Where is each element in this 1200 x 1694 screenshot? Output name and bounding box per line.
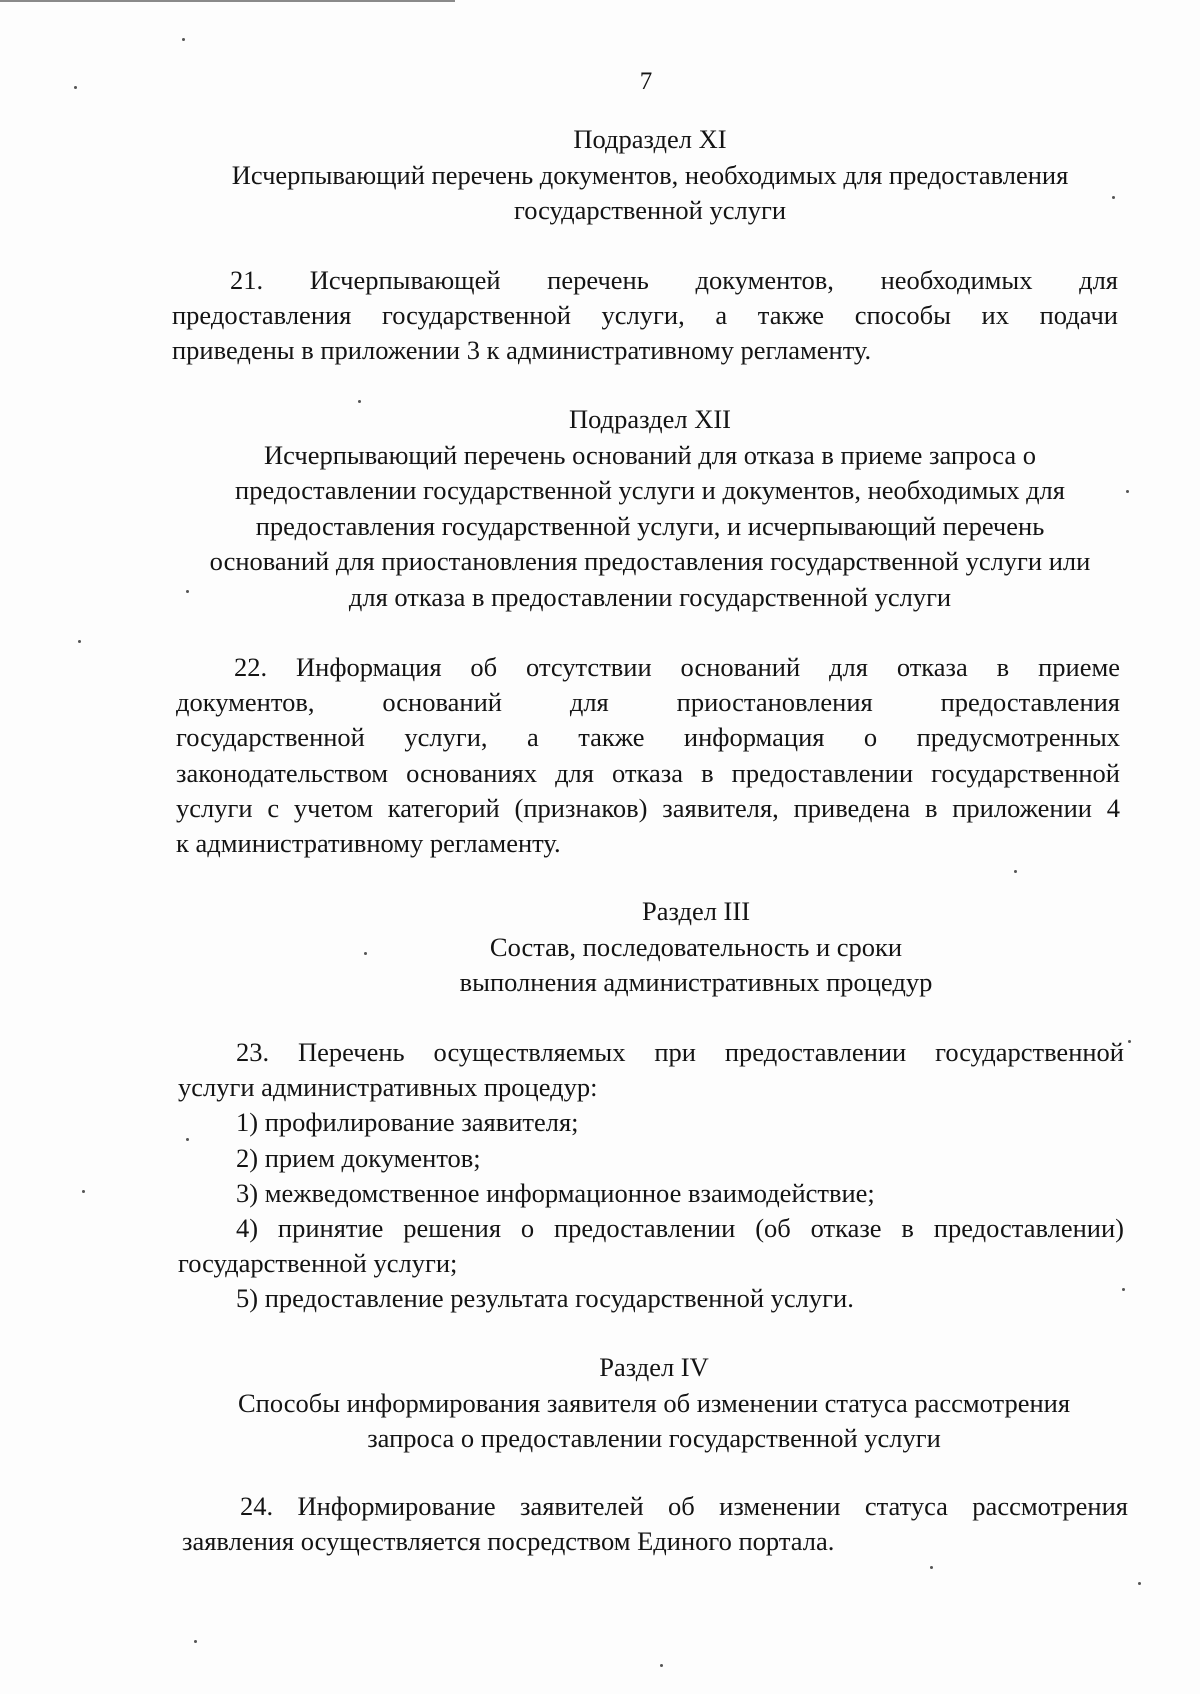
scan-speck — [660, 1664, 663, 1667]
paragraph-23-line: 23. Перечень осуществляемых при предоставлении государственной — [236, 1037, 1124, 1067]
top-scan-rule — [0, 0, 455, 2]
section-4-heading: Раздел IV — [599, 1352, 709, 1382]
section-4-title-line: запроса о предоставлении государственной услуги — [367, 1423, 941, 1453]
scan-speck — [182, 38, 185, 41]
scan-speck — [358, 400, 361, 403]
subsection-12-title-line: для отказа в предоставлении государственной услуги — [348, 581, 952, 612]
scan-speck — [194, 1640, 197, 1643]
subsection-12-title-line: предоставления государственной услуги, и исчерпывающий перечень — [255, 510, 1045, 541]
scan-speck — [1126, 490, 1129, 493]
scan-speck — [78, 640, 81, 643]
paragraph-21-line: приведены в приложении 3 к административному регламенту. — [172, 335, 872, 366]
scan-speck — [1122, 1288, 1125, 1291]
paragraph-22-line: 22. Информация об отсутствии оснований для отказа в приеме — [234, 652, 1120, 682]
page-number: 7 — [639, 68, 653, 95]
paragraph-24 — [182, 1489, 1128, 1559]
section-3-title-line: Состав, последовательность и сроки — [489, 931, 903, 962]
scan-speck — [364, 952, 367, 955]
paragraph-21 — [172, 263, 1118, 369]
scan-speck — [1014, 870, 1017, 873]
subsection-12-heading: Подраздел XII — [569, 404, 731, 434]
paragraph-24-line: 24. Информирование заявителей об изменении статуса рассмотрения — [240, 1491, 1128, 1521]
procedure-item: 4) принятие решения о предоставлении (об отказе в предоставлении) — [236, 1213, 1124, 1244]
subsection-11-heading: Подраздел XI — [573, 124, 727, 154]
scan-speck — [1138, 1582, 1141, 1585]
scan-speck — [186, 590, 189, 593]
paragraph-22-line: услуги с учетом категорий (признаков) заявителя, приведена в приложении 4 — [176, 792, 1120, 823]
paragraph-23 — [178, 1035, 1124, 1317]
procedure-item: 5) предоставление результата государственной услуги. — [236, 1283, 854, 1314]
subsection-11-title-line: государственной услуги — [513, 195, 787, 225]
paragraph-22 — [176, 650, 1120, 861]
scan-speck — [74, 86, 77, 89]
subsection-11-title-line: Исчерпывающий перечень документов, необходимых для предоставления — [231, 159, 1069, 190]
paragraph-23-line: государственной услуги; — [178, 1248, 458, 1279]
scan-speck — [186, 1138, 189, 1141]
subsection-11-header — [150, 122, 1150, 229]
scan-speck — [930, 1566, 933, 1569]
scan-speck — [1112, 196, 1115, 199]
section-4-title-line: Способы информирования заявителя об изменении статуса рассмотрения — [237, 1387, 1071, 1418]
section-3-title-line: выполнения административных процедур — [459, 967, 933, 997]
subsection-12-title-line: предоставлении государственной услуги и документов, необходимых для — [235, 475, 1065, 505]
paragraph-23-line: услуги административных процедур: — [178, 1072, 598, 1103]
paragraph-24-line: заявления осуществляется посредством Единого портала. — [182, 1526, 835, 1557]
paragraph-21-line: предоставления государственной услуги, а также способы их подачи — [172, 300, 1118, 331]
subsection-12-title-line: Исчерпывающий перечень оснований для отказа в приеме запроса о — [264, 439, 1036, 470]
scan-speck — [82, 1190, 85, 1193]
procedure-item: 2) прием документов; — [236, 1142, 481, 1173]
scan-speck — [1128, 1040, 1131, 1043]
paragraph-22-line: документов, оснований для приостановления предоставления — [176, 687, 1120, 718]
subsection-12-title-line: оснований для приостановления предоставления государственной услуги или — [209, 546, 1091, 576]
paragraph-22-line: государственной услуги, а также информация о предусмотренных — [176, 722, 1120, 753]
section-3-heading: Раздел III — [641, 896, 751, 926]
procedure-item: 3) межведомственное информационное взаимодействие; — [236, 1177, 875, 1208]
paragraph-22-line: законодательством основаниях для отказа в предоставлении государственной — [176, 757, 1120, 788]
section-3-header — [196, 894, 1196, 1001]
paragraph-22-line: к административному регламенту. — [176, 828, 561, 859]
subsection-12-header — [150, 402, 1150, 615]
paragraph-21-line: 21. Исчерпывающей перечень документов, необходимых для — [230, 265, 1118, 295]
procedure-item: 1) профилирование заявителя; — [236, 1107, 579, 1138]
section-4-header — [154, 1350, 1154, 1457]
